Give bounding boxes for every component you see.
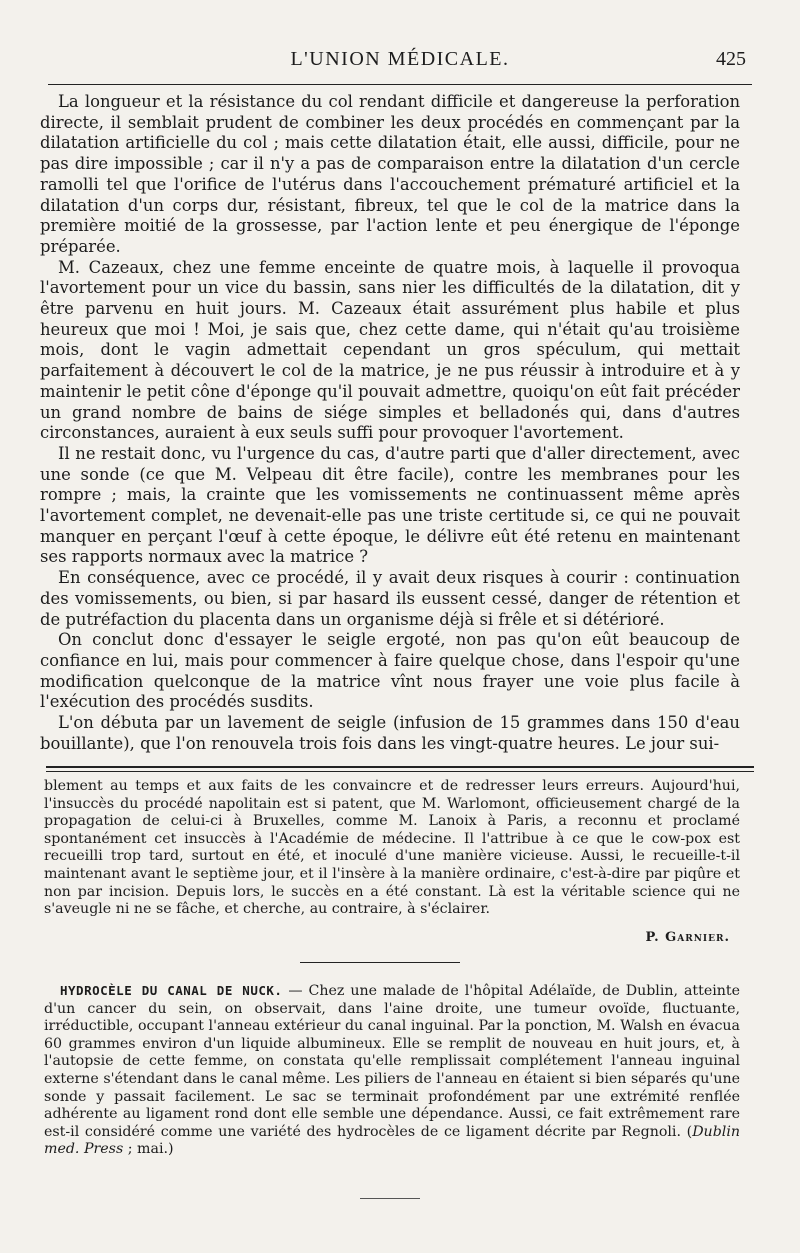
article-paragraph: Il ne restait donc, vu l'urgence du cas, d'autre parti que d'aller directement, avec une sonde (ce que M. Velpeau dit être facile), contre les membranes pour les rompre ; mais, la crainte que les vomissements ne continuassent même après l'avortement complet, ne devenait-elle pas une triste certitude si, ce qui ne pouvait manquer en perçant l'œuf à cette époque, le délivre eût été retenu en maintenant ses rapports normaux avec la matrice ? [40, 443, 740, 567]
main-article [40, 92, 740, 755]
journal-title: L'UNION MÉDICALE. [290, 48, 510, 70]
notice-source-suffix: ; mai.) [123, 1141, 174, 1158]
article-paragraph: M. Cazeaux, chez une femme enceinte de quatre mois, à laquelle il provoqua l'avortement pour un vice du bassin, sans nier les difficultés de la dilatation, dit y être parvenu en huit jours. M. Cazeaux était assurément plus habile et plus heureux que moi ! Moi, je sais que, chez cette dame, qui n'était qu'au troisième mois, dont le vagin admettait cependant un gros spéculum, qui mettait parfaitement à découvert le col de la matrice, je ne pus réussir à introduire et à y maintenir le petit cône d'éponge qu'il pouvait admettre, quoiqu'on eût fait précéder un grand nombre de bains de siége simples et belladonés qui, dans d'autres circonstances, auraient à eux seuls suffi pour provoquer l'avortement. [40, 257, 740, 443]
article-paragraph: On conclut donc d'essayer le seigle ergoté, non pas qu'on eût beaucoup de confiance en lui, mais pour commencer à faire quelque chose, dans l'espoir qu'une modification quelconque de la matrice vînt nous frayer une voie plus facile à l'exécution des procédés susdits. [40, 630, 740, 712]
news-notice [44, 982, 740, 1159]
notice-body: — Chez une malade de l'hôpital Adélaïde, de Dublin, atteinte d'un cancer du sein, on observait, dans l'aine droite, une tumeur ovoïde, fluctuante, irréductible, occupant l'anneau extérieur du canal inguinal. Par la ponction, M. Walsh en évacua 60 grammes environ d'un liquide albumineux. Elle se remplit de nouveau en huit jours, et, à l'autopsie de cette femme, on constata qu'elle remplissait complétement l'anneau inguinal externe s'étendant dans le canal même. Les piliers de l'anneau en étaient si bien séparés qu'une sonde y passait facilement. Le sac se terminait profondément par une extrémité renflée adhérente au ligament rond dont elle semble une dépendance. Aussi, ce fait extrêmement rare est-il considéré comme une variété des hydrocèles de ce ligament décrite par Regnoli. ( [44, 983, 741, 1140]
article-paragraph: La longueur et la résistance du col rendant difficile et dangereuse la perforation directe, il semblait prudent de combiner les deux procédés en commençant par la dilatation artificielle du col ; mais cette dilatation était, elle aussi, difficile, pour ne pas dire impossible ; car il n'y a pas de comparaison entre la dilatation d'un cercle ramolli tel que l'orifice de l'utérus dans l'accouchement prématuré artificiel et la dilatation d'un corps dur, résistant, fibreux, tel que le col de la matrice dans la première moitié de la grossesse, par l'action lente et peu énergique de l'éponge préparée. [40, 92, 740, 256]
notice-title: HYDROCÈLE DU CANAL DE NUCK. [60, 983, 283, 998]
article-paragraph: En conséquence, avec ce procédé, il y avait deux risques à courir : continuation des vomissements, ou bien, si par hasard ils eussent cessé, danger de rétention et de putréfaction du placenta dans un organisme déjà si frêle et si détérioré. [40, 568, 740, 629]
footer-rule [360, 1198, 420, 1199]
notice-source: Dublin med. Press [44, 1123, 740, 1158]
notice-paragraph [44, 982, 740, 1159]
feuilleton-section [44, 778, 740, 919]
author-signature: P. Garnier. [645, 930, 730, 945]
feuilleton-text: blement au temps et aux faits de les convaincre et de redresser leurs erreurs. Aujourd'hui, l'insuccès du procédé napolitain est si patent, que M. Warlomont, officieusement chargé de la propagation de celui-ci à Bruxelles, comme M. Lanoix à Paris, a reconnu et proclamé spontanément cet insuccès à l'Académie de médecine. Il l'attribue à ce que le cow-pox est recueilli trop tard, surtout en été, et inoculé d'une manière vicieuse. Aussi, le recueille-t-il maintenant avant le septième jour, et il l'insère à la manière ordinaire, c'est-à-dire par piqûre et non par incision. Depuis lors, le succès en a été constant. Là est la véritable science qui ne s'aveugle ni ne se fâche, et cherche, au contraire, à s'éclairer. [44, 778, 740, 918]
page-header [40, 40, 760, 80]
header-rule [48, 84, 752, 85]
feuilleton-divider [46, 766, 754, 772]
page-number: 425 [716, 48, 746, 70]
section-divider [300, 962, 460, 963]
article-paragraph: L'on débuta par un lavement de seigle (infusion de 15 grammes dans 150 d'eau bouillante), que l'on renouvela trois fois dans les vingt-quatre heures. Le jour sui- [40, 713, 740, 753]
